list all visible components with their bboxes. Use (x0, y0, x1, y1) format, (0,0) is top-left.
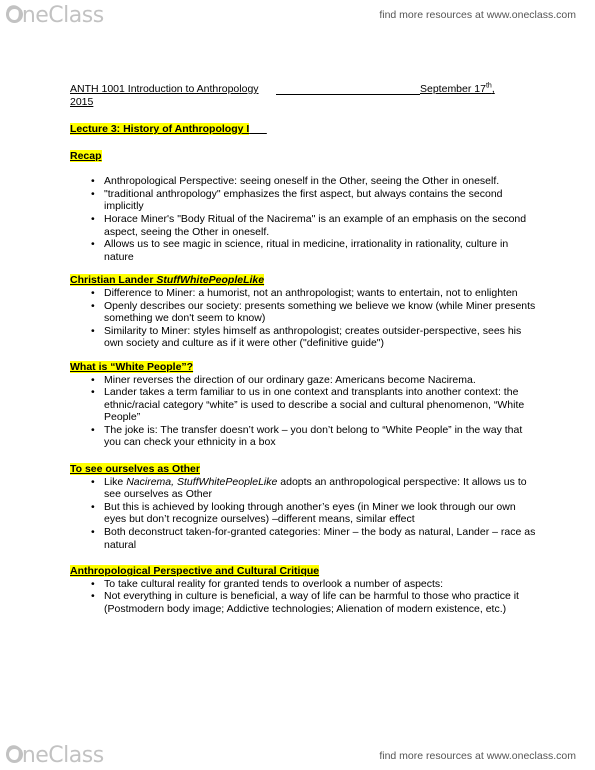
lecture-notes (70, 83, 540, 616)
list-item: • But this is achieved by looking through another’s eyes (in Miner we look through our own eyes but don’t recognize ourselves) –different means, similar effect (70, 501, 540, 526)
date-suffix: th (485, 82, 492, 90)
heading-prefix: Christian Lander (70, 274, 157, 287)
course-title: ANTH 1001 Introduction to Anthropology (70, 83, 259, 95)
course-header (70, 83, 540, 109)
lecture-title-text: Lecture 3: History of Anthropology I (70, 123, 250, 135)
section-heading-white-people (70, 361, 540, 374)
resources-link-bottom[interactable]: find more resources at www.oneclass.com (379, 750, 576, 762)
critique-list (70, 578, 540, 616)
resources-link-top[interactable]: find more resources at www.oneclass.com (379, 9, 576, 21)
section-heading-lander (70, 274, 540, 287)
white-people-list (70, 374, 540, 450)
list-item: • To take cultural reality for granted tends to overlook a number of aspects: (70, 578, 540, 591)
list-item: • Horace Miner's "Body Ritual of the Nacirema" is an example of an emphasis on the second aspect, seeing the Other in oneself. (70, 213, 540, 238)
logo-text: OneClass (5, 743, 104, 768)
list-item: • Miner reverses the direction of our ordinary gaze: Americans become Nacirema. (70, 374, 540, 387)
logo-text: OneClass (5, 3, 104, 28)
lecture-year: 2015 (70, 96, 94, 108)
oneclass-logo-bottom[interactable] (6, 743, 104, 768)
bullet-rest: adopts an anthropological perspective: It allows us to see ourselves as Other (104, 475, 527, 501)
list-item: • Allows us to see magic in science, ritual in medicine, irrationality in rationality, culture in nature (70, 238, 540, 263)
list-item: • "traditional anthropology" emphasizes the first aspect, but always contains the second implicitly (70, 188, 540, 213)
section-heading-other (70, 463, 540, 476)
lecture-date (420, 83, 495, 96)
list-item: • The joke is: The transfer doesn’t work – you don’t belong to “White People” in the way that you can check your ethnicity in a box (70, 424, 540, 449)
lecture-title (70, 123, 540, 136)
heading-text: What is “White People”? (70, 360, 194, 373)
bullet-lead: Like (104, 475, 127, 488)
section-heading-recap (70, 150, 540, 163)
list-item: • Not everything in culture is beneficial, a way of life can be harmful to those who practice it (Postmodern body image; Addictive technologies; Alienation of modern existence, etc.) (70, 590, 540, 615)
lander-list (70, 287, 540, 350)
list-item: • Openly describes our society: presents something we believe we know (while Miner presents something we don't seem to know) (70, 300, 540, 325)
recap-list (70, 175, 540, 263)
bullet-italic: Nacirema, StuffWhitePeopleLike (126, 475, 278, 488)
list-item: • Similarity to Miner: styles himself as anthropologist; creates outsider-perspective, sees his own society and culture as if it were other ("definitive guide") (70, 325, 540, 350)
other-list (70, 476, 540, 552)
list-item: • Lander takes a term familiar to us in one context and transplants into another context: the ethnic/racial category “white” is used to describe a social and cultural phenomenon, “White People” (70, 386, 540, 424)
list-item: • Anthropological Perspective: seeing oneself in the Other, seeing the Other in oneself. (70, 175, 540, 188)
heading-italic: StuffWhitePeopleLike (156, 274, 265, 287)
heading-text: To see ourselves as Other (70, 463, 200, 476)
heading-text (70, 274, 264, 286)
list-item (70, 476, 540, 501)
heading-text: Recap (70, 149, 102, 162)
date-comma: , (491, 83, 495, 95)
list-item: • Both deconstruct taken-for-granted categories: Miner – the body as natural, Lander – race as natural (70, 526, 540, 551)
date-text: September 17 (420, 83, 486, 95)
list-item: • Difference to Miner: a humorist, not an anthropologist; wants to entertain, not to enlighten (70, 287, 540, 300)
header-underline (276, 94, 420, 95)
section-heading-critique (70, 565, 540, 578)
heading-text: Anthropological Perspective and Cultural Critique (70, 565, 320, 578)
oneclass-logo-top[interactable] (6, 3, 104, 28)
